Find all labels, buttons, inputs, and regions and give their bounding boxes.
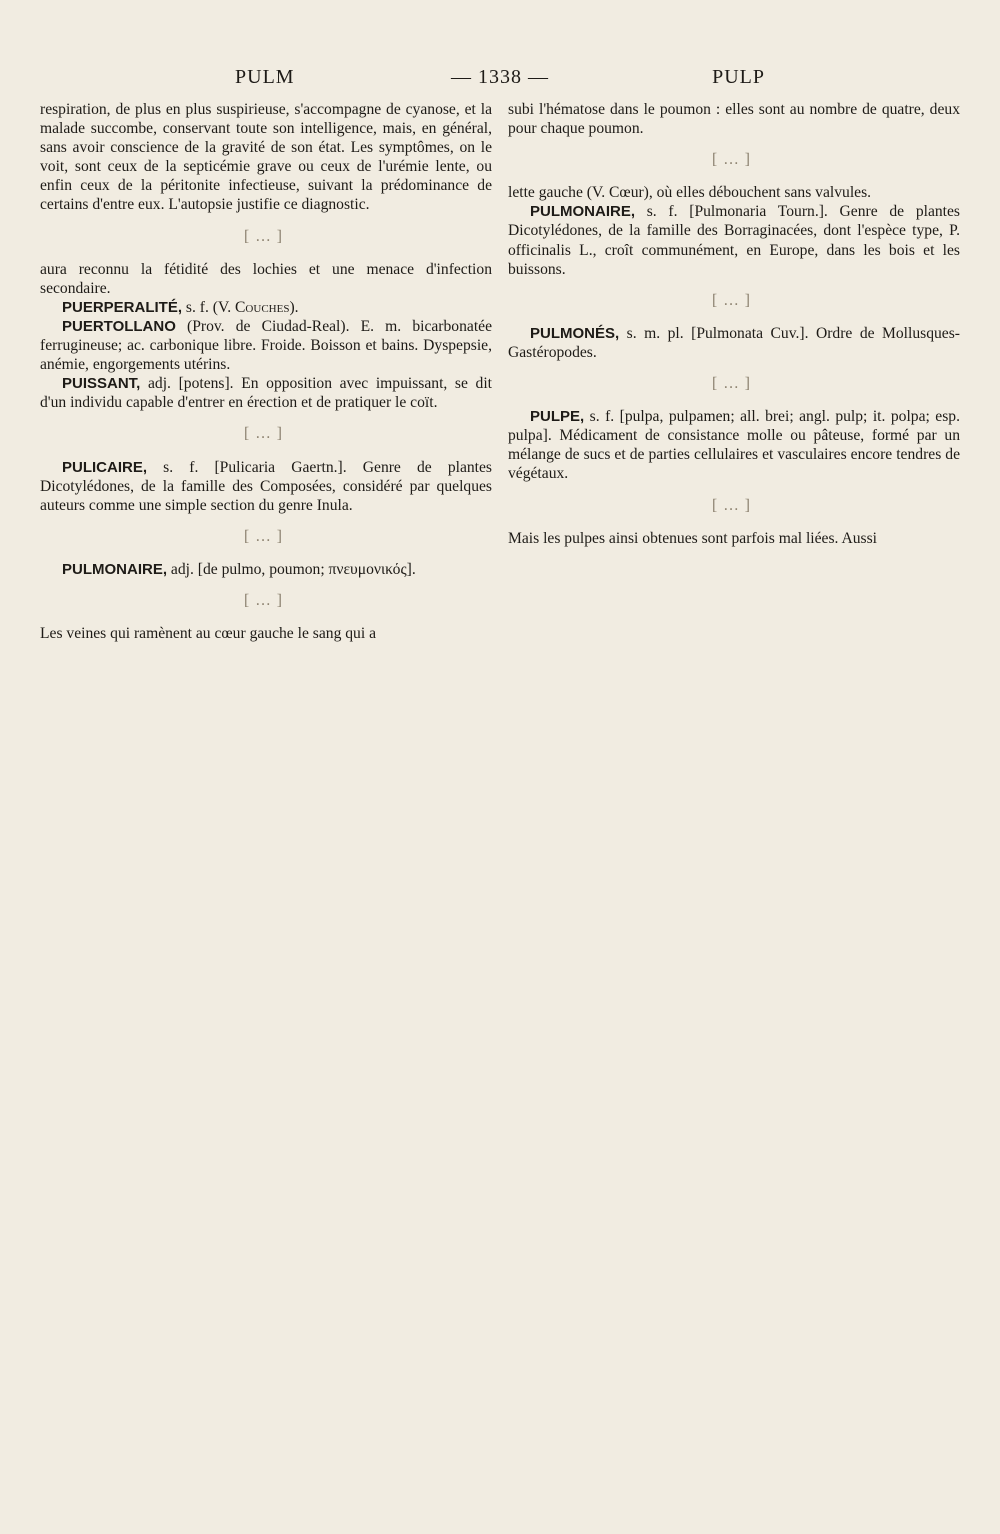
entry-puerperalite — [40, 298, 492, 317]
entry-headword: PULPE, — [530, 408, 585, 426]
entry-continuation-text: respiration, de plus en plus suspirieuse, s'accompagne de cyanose, et la malade succombe, conservant toute son intelligence, mais, en général, sans avoir conscience de la gravité de son état. Les symptômes, on le voit, sont ceux de la septicémie grave ou ceux de l'urémie lente, ou enfin ceux de la péritonite infectieuse, suivant la prédominance de certains d'entre eux. L'autopsie justifie ce diagnostic. — [40, 101, 492, 214]
entry-pulmones — [508, 324, 960, 362]
omitted-passage-marker: […] — [712, 375, 756, 393]
header-right-guideword: PULP — [712, 66, 765, 88]
omitted-passage-marker: […] — [244, 527, 288, 545]
entry-continuation-text: aura reconnu la fétidité des lochies et une menace d'infection secondaire. — [40, 260, 492, 297]
entry-continuation-text: Les veines qui ramènent au cœur gauche le sang qui a — [40, 625, 377, 643]
entry-text: (Prov. de Ciudad-Real). E. m. bicarbonatée ferrugineuse; ac. carbonique libre. Froide. Boisson et bains. Dyspepsie, anémie, engorgements utérins. — [40, 317, 492, 374]
running-header — [40, 60, 960, 94]
entry-continuation-text: lette gauche (V. Cœur), où elles débouchent sans valvules. — [508, 184, 872, 202]
entry-text: s. f. (V. — [185, 298, 236, 316]
omitted-passage-marker: […] — [712, 496, 756, 514]
entry-headword: PUISSANT, — [62, 375, 141, 393]
omitted-passage-marker: […] — [244, 425, 288, 443]
page-number: — 1338 — — [451, 66, 549, 88]
entry-headword: PUERTOLLANO — [62, 317, 176, 335]
entry-text: s. m. pl. [Pulmonata Cuv.]. Ordre de Mollusques-Gastéropodes. — [508, 324, 960, 361]
entry-continuation-text: Mais les pulpes ainsi obtenues sont parfois mal liées. Aussi — [508, 529, 878, 547]
header-left-guideword: PULM — [235, 66, 295, 88]
omitted-passage-marker: […] — [712, 291, 756, 309]
entry-headword: PUERPERALITÉ, — [62, 298, 183, 316]
entry-pulmonaire-plant — [508, 202, 960, 278]
omitted-passage-marker: […] — [244, 591, 288, 609]
entry-text: adj. [potens]. En opposition avec impuissant, se dit d'un individu capable d'entrer en érection et de pratiquer le coït. — [40, 375, 493, 412]
left-column — [40, 100, 492, 643]
right-column — [508, 100, 960, 548]
entry-pulicaire — [40, 458, 492, 515]
entry-puissant — [40, 374, 492, 412]
entry-headword: PULMONAIRE, — [530, 203, 635, 221]
entry-text: s. f. [Pulicaria Gaertn.]. Genre de plantes Dicotylédones, de la famille des Composées, considéré par quelques auteurs comme une simple section du genre Inula. — [40, 458, 492, 514]
entry-continuation-text: subi l'hématose dans le poumon : elles sont au nombre de quatre, deux pour chaque poumon. — [508, 101, 960, 138]
entry-text: s. f. [pulpa, pulpamen; all. brei; angl. pulp; it. polpa; esp. pulpa]. Médicament de consistance molle ou pâteuse, formé par un mélange de sucs et de parties cellulaires et vasculaires encore tendres de végétaux. — [508, 408, 960, 483]
entry-text-end: ). — [289, 298, 299, 316]
entry-pulpe — [508, 407, 960, 483]
entry-pulmonaire-adj — [40, 560, 492, 579]
entry-text: s. f. [Pulmonaria Tourn.]. Genre de plantes Dicotylédones, de la famille des Borraginacées, dont l'espèce type, P. officinalis L., croît communément, en Europe, dans les bois et les buissons. — [508, 203, 960, 278]
omitted-passage-marker: […] — [244, 227, 288, 245]
entry-xref: Couches — [235, 298, 290, 316]
entry-headword: PULMONÉS, — [530, 324, 620, 342]
entry-puertollano — [40, 317, 492, 374]
entry-headword: PULMONAIRE, — [62, 560, 167, 578]
entry-headword: PULICAIRE, — [62, 458, 148, 476]
omitted-passage-marker: […] — [712, 151, 756, 169]
entry-text: adj. [de pulmo, poumon; πνευμονικός]. — [170, 560, 416, 578]
